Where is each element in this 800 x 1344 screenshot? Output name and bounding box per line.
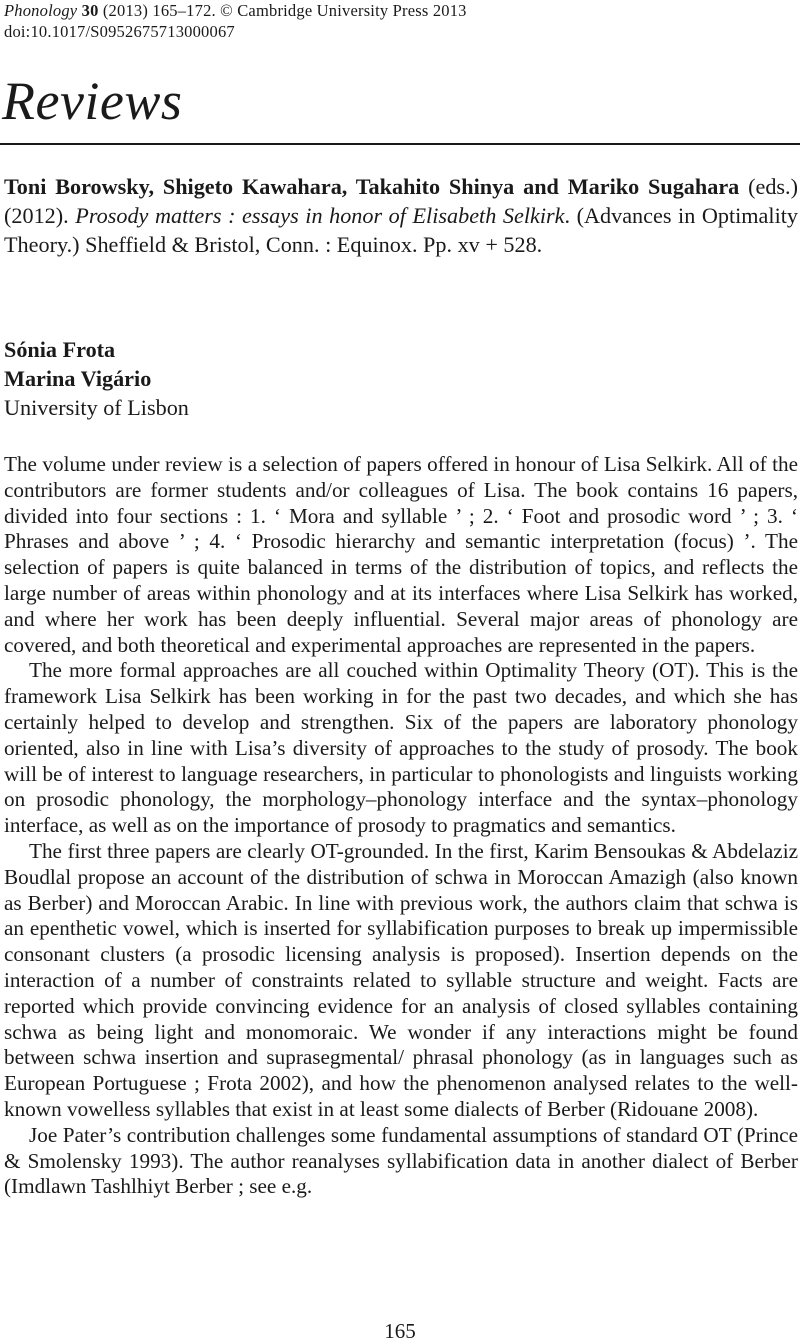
book-title: Prosody matters : essays in honor of Elisabeth Selkirk	[75, 203, 565, 228]
reviewer-name: Marina Vigário	[4, 366, 152, 391]
paragraph: The volume under review is a selection of papers offered in honour of Lisa Selkirk. All of the contributors are former students and/or colleagues of Lisa. The book contains 16 papers, divided into four sections : 1. ‘ Mora and syllable ’ ; 2. ‘ Foot and prosodic word ’ ; 3. ‘ Phrases and above ’ ; 4. ‘ Prosodic hierarchy and semantic interpretation (focus) ’. The selection of papers is quite balanced in terms of the distribution of topics, and reflects the large number of areas within phonology and at its interfaces where Lisa Selkirk has worked, and where her work has been deeply influential. Several major areas of phonology are covered, and both theoretical and experimental approaches are represented in the papers.	[4, 452, 798, 657]
journal-volume: 30	[81, 1, 99, 20]
publication-details: . (Advances in Optimality Theory.) Sheffield & Bristol, Conn. : Equinox. Pp. xv + 528.	[4, 203, 798, 257]
review-body	[4, 452, 798, 1200]
book-reference	[4, 172, 798, 259]
journal-citation	[4, 0, 467, 21]
reviewer-name: Sónia Frota	[4, 337, 116, 362]
paragraph: The more formal approaches are all couched within Optimality Theory (OT). This is the framework Lisa Selkirk has been working in for the past two decades, and which she has certainly helped to develop and strengthen. Six of the papers are laboratory phonology oriented, also in line with Lisa’s diversity of approaches to the study of prosody. The book will be of interest to language researchers, in particular to phonologists and linguists working on prosodic phonology, the morphology–phonology interface and the syntax–phonology interface, as well as on the importance of prosody to pragmatics and semantics.	[4, 658, 798, 838]
section-title: Reviews	[2, 71, 183, 131]
paragraph: Joe Pater’s contribution challenges some fundamental assumptions of standard OT (Prince & Smolensky 1993). The author reanalyses syllabification data in another dialect of Berber (Imdlawn Tashlhiyt Berber ; see e.g.	[4, 1122, 798, 1199]
reviewer-affiliation: University of Lisbon	[4, 395, 189, 420]
book-editors: Toni Borowsky, Shigeto Kawahara, Takahito Shinya and Mariko Sugahara	[4, 174, 740, 199]
title-divider	[0, 143, 800, 145]
citation-details: (2013) 165–172. © Cambridge University Press 2013	[98, 1, 467, 20]
eds-year: (eds.) (2012).	[4, 174, 798, 228]
journal-name: Phonology	[4, 1, 78, 20]
reviewer-block	[4, 335, 189, 422]
doi: doi:10.1017/S0952675713000067	[4, 22, 235, 41]
paragraph: The first three papers are clearly OT-grounded. In the first, Karim Bensoukas & Abdelaziz Boudlal propose an account of the distribution of schwa in Moroccan Amazigh (also known as Berber) and Moroccan Arabic. In line with previous work, the authors claim that schwa is an epenthetic vowel, which is inserted for syllabification purposes to break up impermissible consonant clusters (a prosodic licensing analysis is proposed). Insertion depends on the interaction of a number of constraints related to syllable structure and weight. Facts are reported which provide convincing evidence for an analysis of closed syllables containing schwa as being light and monomoraic. We wonder if any interactions might be found between schwa insertion and suprasegmental/ phrasal phonology (as in languages such as European Portuguese ; Frota 2002), and how the phenomenon analysed relates to the well-known vowelless syllables that exist in at least some dialects of Berber (Ridouane 2008).	[4, 838, 798, 1121]
running-header	[4, 0, 467, 42]
page-number: 165	[384, 1319, 416, 1343]
